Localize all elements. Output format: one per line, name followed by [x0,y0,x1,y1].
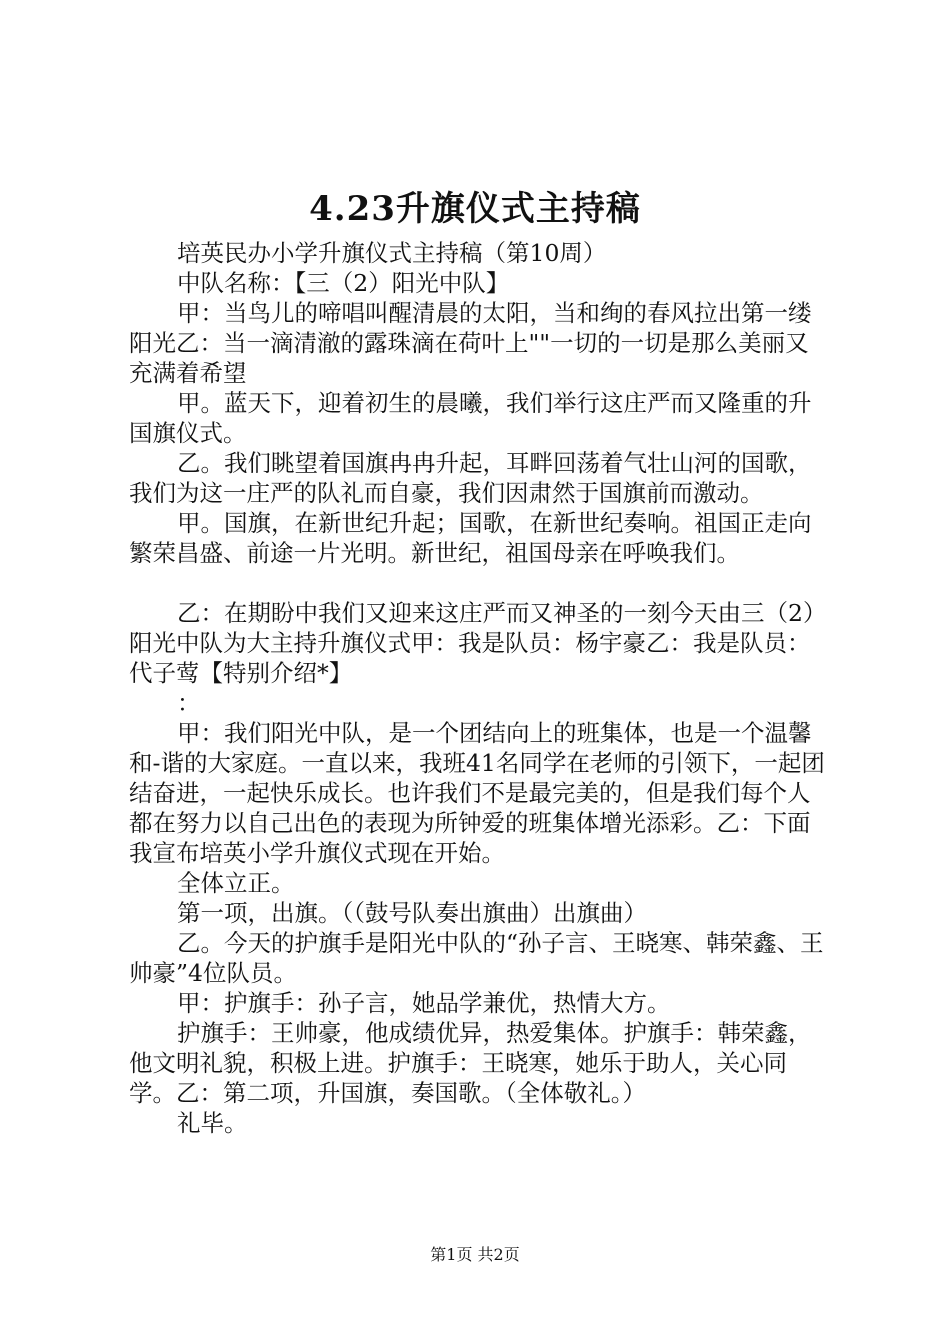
paragraph: 礼毕。 [177,1109,248,1137]
page-footer: 第1页 共2页 [430,1245,520,1264]
paragraph: 甲：护旗手：孙子言，她品学兼优，热情大方。 [177,989,671,1017]
paragraph: 培英民办小学升旗仪式主持稿（第10周） [177,239,607,267]
paragraph: 甲。国旗，在新世纪升起；国歌，在新世纪奏响。祖国正走向繁荣昌盛、前途一片光明。新世纪，祖国母亲在呼唤我们。 [129,509,812,567]
paragraph: 全体立正。 [177,869,295,897]
paragraph: 护旗手：王帅豪，他成绩优异，热爱集体。护旗手：韩荣鑫，他文明礼貌，积极上进。护旗手：王晓寒，她乐于助人，关心同学。乙：第二项，升国旗，奏国歌。（全体敬礼。） [129,1019,812,1107]
paragraph: 甲：我们阳光中队，是一个团结向上的班集体，也是一个温馨和-谐的大家庭。一直以来，我班41名同学在老师的引领下，一起团结奋进，一起快乐成长。也许我们不是最完美的，但是我们每个人都在努力以自己出色的表现为所钟爱的班集体增光添彩。乙：下面我宣布培英小学升旗仪式现在开始。 [129,719,825,867]
paragraph: 乙：在期盼中我们又迎来这庄严而又神圣的一刻今天由三（2）阳光中队为大主持升旗仪式甲：我是队员：杨宇豪乙：我是队员：代子莺【特别介绍*】 [129,599,827,687]
paragraph: ： [177,689,201,717]
paragraph: 乙。我们眺望着国旗冉冉升起，耳畔回荡着气壮山河的国歌，我们为这一庄严的队礼而自豪，我们因肃然于国旗前而激动。 [129,449,812,507]
paragraph: 甲。蓝天下，迎着初生的晨曦，我们举行这庄严而又隆重的升国旗仪式。 [129,389,812,447]
paragraph: 甲：当鸟儿的啼唱叫醒清晨的太阳，当和绚的春风拉出第一缕阳光乙：当一滴清澈的露珠滴在荷叶上""一切的一切是那么美丽又充满着希望 [129,299,812,387]
paragraph: 第一项，出旗。（（鼓号队奏出旗曲）出旗曲） [177,899,647,927]
paragraph: 乙。今天的护旗手是阳光中队的“孙子言、王晓寒、韩荣鑫、王帅豪”4位队员。 [129,929,824,987]
paragraph: 中队名称：【三（2）阳光中队】 [177,269,510,297]
document-body [129,238,829,1138]
document-title: 4.23升旗仪式主持稿 [309,189,641,229]
